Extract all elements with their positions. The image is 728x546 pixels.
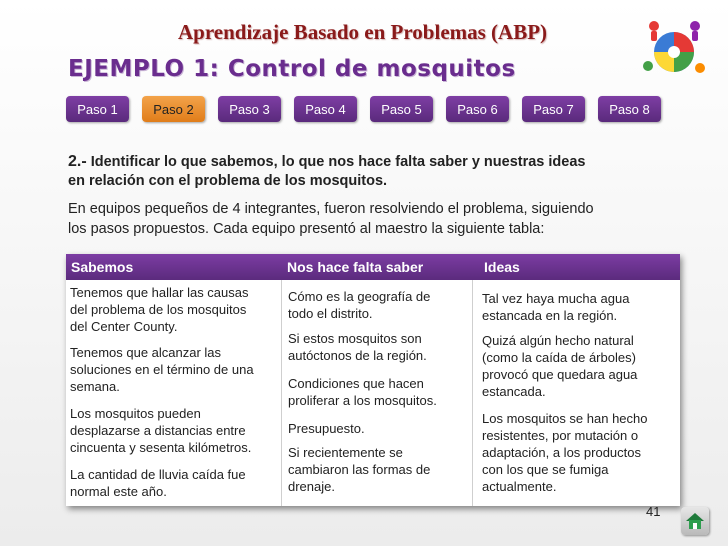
cell-line: proliferar a los mosquitos. xyxy=(288,393,437,408)
list-item xyxy=(70,284,278,335)
list-item xyxy=(288,375,472,409)
list-item xyxy=(482,332,678,400)
puzzle-people-logo-icon xyxy=(640,14,708,82)
list-item xyxy=(288,420,472,437)
header-ideas: Ideas xyxy=(484,259,520,275)
list-item xyxy=(288,288,472,322)
step-heading xyxy=(68,152,678,191)
intro-paragraph xyxy=(68,199,680,239)
list-item xyxy=(482,410,678,495)
column-ideas xyxy=(473,280,680,506)
step-number: 2.- xyxy=(68,153,87,170)
cell-line: (como la caída de árboles) xyxy=(482,350,636,365)
intro-line-2: los pasos propuestos. Cada equipo presentó al maestro la siguiente tabla: xyxy=(68,221,545,237)
step-button-3[interactable]: Paso 3 xyxy=(218,96,281,122)
step-button-8[interactable]: Paso 8 xyxy=(598,96,661,122)
step-button-2-active[interactable]: Paso 2 xyxy=(142,96,205,122)
slide-title: EJEMPLO 1: Control de mosquitos xyxy=(68,56,516,82)
cell-line: Tenemos que hallar las causas xyxy=(70,285,249,300)
list-item xyxy=(482,290,678,324)
list-item xyxy=(70,344,278,395)
presentation-title: Aprendizaje Basado en Problemas (ABP) xyxy=(178,20,548,44)
cell-line: con los que se fumiga xyxy=(482,462,609,477)
cell-line: desplazarse a distancias entre xyxy=(70,423,246,438)
step-heading-line-2: en relación con el problema de los mosquitos. xyxy=(68,173,388,189)
header-sabemos: Sabemos xyxy=(71,259,134,275)
cell-line: resistentes, por mutación o xyxy=(482,428,639,443)
home-button[interactable] xyxy=(681,507,709,535)
cell-line: estancada en la región. xyxy=(482,308,618,323)
cell-line: autóctonos de la región. xyxy=(288,348,427,363)
cell-line: Tenemos que alcanzar las xyxy=(70,345,222,360)
step-button-7[interactable]: Paso 7 xyxy=(522,96,585,122)
cell-line: Los mosquitos pueden xyxy=(70,406,201,421)
cell-line: Condiciones que hacen xyxy=(288,376,424,391)
cell-line: del problema de los mosquitos xyxy=(70,302,247,317)
cell-line: semana. xyxy=(70,379,120,394)
step-heading-line-1: Identificar lo que sabemos, lo que nos hace falta saber y nuestras ideas xyxy=(86,154,586,170)
cell-line: todo el distrito. xyxy=(288,306,373,321)
list-item xyxy=(288,444,472,495)
cell-line: cambiaron las formas de xyxy=(288,462,431,477)
cell-line: La cantidad de lluvia caída fue xyxy=(70,467,246,482)
home-icon xyxy=(681,507,709,535)
page-number: 41 xyxy=(646,504,661,519)
cell-line: Tal vez haya mucha agua xyxy=(482,291,630,306)
cell-line: Los mosquitos se han hecho xyxy=(482,411,648,426)
knowledge-table xyxy=(66,254,680,506)
cell-line: normal este año. xyxy=(70,484,167,499)
step-button-1[interactable]: Paso 1 xyxy=(66,96,129,122)
cell-line: del Center County. xyxy=(70,319,178,334)
step-navigation xyxy=(66,96,662,122)
cell-line: Presupuesto. xyxy=(288,421,365,436)
step-button-4[interactable]: Paso 4 xyxy=(294,96,357,122)
list-item xyxy=(70,405,278,456)
cell-line: Si recientemente se xyxy=(288,445,403,460)
step-button-5[interactable]: Paso 5 xyxy=(370,96,433,122)
column-sabemos xyxy=(66,280,281,506)
cell-line: drenaje. xyxy=(288,479,335,494)
step-button-6[interactable]: Paso 6 xyxy=(446,96,509,122)
cell-line: soluciones en el término de una xyxy=(70,362,254,377)
cell-line: adaptación, a los productos xyxy=(482,445,641,460)
header-nos-hace-falta-saber: Nos hace falta saber xyxy=(287,259,424,275)
list-item xyxy=(70,466,278,500)
cell-line: provocó que quedara agua xyxy=(482,367,638,382)
column-nos-hace-falta-saber xyxy=(281,280,473,506)
cell-line: actualmente. xyxy=(482,479,557,494)
list-item xyxy=(288,330,472,364)
cell-line: estancada. xyxy=(482,384,546,399)
table-header-row xyxy=(66,254,680,280)
cell-line: Cómo es la geografía de xyxy=(288,289,431,304)
cell-line: cincuenta y sesenta kilómetros. xyxy=(70,440,252,455)
cell-line: Si estos mosquitos son xyxy=(288,331,422,346)
intro-line-1: En equipos pequeños de 4 integrantes, fueron resolviendo el problema, siguiendo xyxy=(68,201,594,217)
cell-line: Quizá algún hecho natural xyxy=(482,333,634,348)
